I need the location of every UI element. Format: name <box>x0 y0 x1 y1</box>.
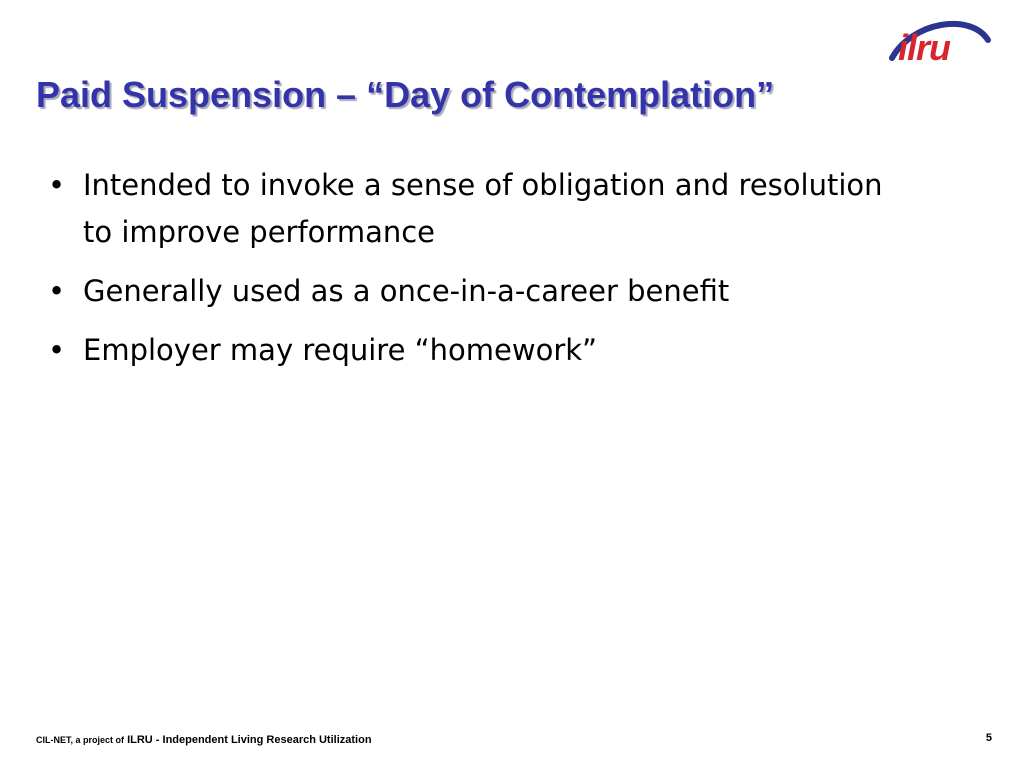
ilru-logo <box>884 14 992 74</box>
footer-prefix: CIL-NET, a project of <box>36 735 125 745</box>
page-number: 5 <box>985 732 992 744</box>
bullet-item <box>48 162 888 256</box>
footer-org: ILRU - Independent Living Research Utilization <box>127 734 372 746</box>
bullet-dot-icon: • <box>48 333 66 367</box>
slide-title: Paid Suspension – “Day of Contemplation” <box>36 74 775 115</box>
logo-text: ilru <box>898 27 951 68</box>
bullet-text: Employer may require “homework” <box>83 333 598 367</box>
bullet-dot-icon: • <box>48 274 66 308</box>
bullet-item <box>48 268 888 315</box>
bullet-text: Intended to invoke a sense of obligation and resolution to improve performance <box>83 168 883 249</box>
bullet-text: Generally used as a once-in-a-career benefit <box>83 274 730 308</box>
footer-credit <box>36 733 372 747</box>
bullet-list <box>48 162 888 386</box>
bullet-dot-icon: • <box>48 168 66 202</box>
bullet-item <box>48 327 888 374</box>
